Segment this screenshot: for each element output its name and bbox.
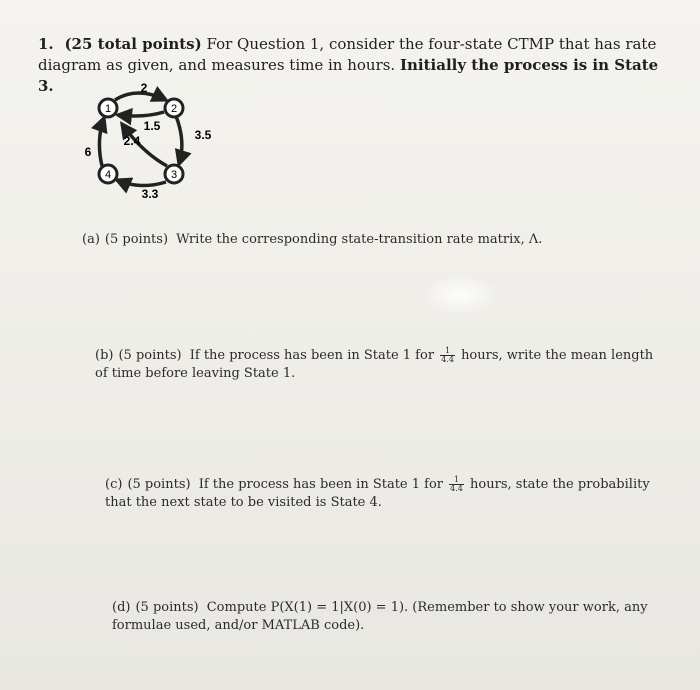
part-c-text-after: hours, state the probability that the next state to be visited is State 4. [105,477,650,510]
question-number: 1. [38,35,54,53]
question-points: (25 total points) [64,35,202,53]
rate-label-2-1: 1.5 [143,119,161,133]
svg-text:2: 2 [170,103,178,115]
part-a [82,231,642,249]
part-c-points: (5 points) [127,477,191,492]
rate-label-3-2: 2.4 [123,134,141,148]
part-c-text-before: If the process has been in State 1 for [198,477,444,492]
svg-text:4: 4 [104,169,112,181]
part-d-label: (d) [112,600,131,615]
part-b-frac-den: 4.4 [441,355,454,364]
question-intro: For Question 1, consider the four-state CTMP that has rate diagram as given, and measures time in hours. [38,35,657,74]
part-c-frac-num: 1 [449,476,464,485]
edge-2-to-1 [118,112,164,116]
part-a-text: Write the corresponding state-transition rate matrix, Λ. [176,232,543,247]
part-b-points: (5 points) [118,348,182,363]
part-b-frac-num: 1 [440,347,455,356]
part-b [95,347,665,383]
part-d [112,599,667,635]
rate-label-1-2: 2 [140,82,148,95]
part-c-label: (c) [105,477,123,492]
part-b-text-after: hours, write the mean length of time before leaving State 1. [95,348,654,381]
rate-label-2-3: 3.5 [194,128,212,142]
svg-text:1: 1 [104,103,112,115]
photo-glare [420,275,500,315]
part-d-points: (5 points) [135,600,199,615]
rate-label-4-1: 6 [84,145,92,159]
part-c-frac-den: 4.4 [450,484,463,493]
part-c [105,476,670,512]
node-2 [165,99,183,117]
node-3 [165,165,183,183]
edge-2-to-3 [176,116,182,164]
node-4 [99,165,117,183]
part-a-points: (5 points) [104,232,169,247]
node-1 [99,99,117,117]
question-initial-state: Initially the process is in State 3. [38,56,659,95]
rate-diagram [82,82,222,210]
part-b-label: (b) [95,348,114,363]
edge-3-to-4 [117,180,166,186]
edge-4-to-1 [99,118,104,166]
part-a-label: (a) [82,232,100,247]
part-d-text: Compute P(X(1) = 1|X(0) = 1). (Remember to show your work, any formulae used, and/or MATLAB code). [112,600,648,633]
part-b-fraction [440,347,455,364]
part-c-fraction [449,476,464,493]
svg-text:3: 3 [170,169,178,181]
part-b-text-before: If the process has been in State 1 for [189,348,435,363]
rate-label-3-4: 3.3 [141,187,159,201]
